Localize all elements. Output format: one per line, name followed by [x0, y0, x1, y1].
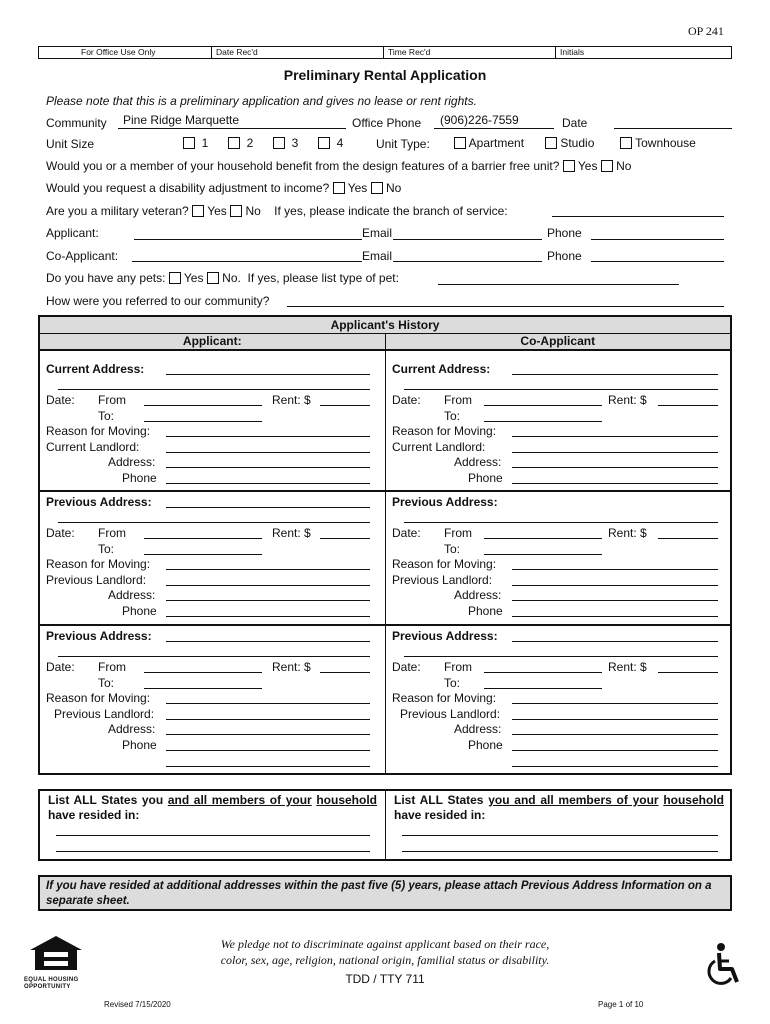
date-label: Date: [392, 526, 421, 540]
reason-label: Reason for Moving: [46, 557, 151, 571]
to-field[interactable] [484, 421, 602, 422]
landlord-address-label: Address: [108, 455, 156, 469]
landlord-address-label: Address: [454, 588, 502, 602]
apartment-label: Apartment [468, 136, 525, 150]
previous-address-label: Previous Address: [46, 629, 152, 643]
landlord-field[interactable] [166, 452, 370, 453]
landlord-phone-field[interactable] [512, 616, 718, 617]
disability-no-checkbox[interactable] [371, 182, 383, 194]
current-address-label: Current Address: [392, 362, 491, 376]
reason-label: Reason for Moving: [392, 557, 497, 571]
checkbox[interactable] [273, 137, 285, 149]
landlord-phone-field-2[interactable] [166, 766, 370, 767]
date-recd-field[interactable]: Date Rec'd [212, 47, 384, 58]
landlord-phone-label: Phone [122, 604, 157, 618]
veteran-branch-question: If yes, please indicate the branch of service: [274, 204, 508, 218]
to-field[interactable] [144, 554, 262, 555]
landlord-address-label: Address: [454, 455, 502, 469]
landlord-address-field[interactable] [512, 467, 718, 468]
additional-addresses-note: If you have resided at additional addresses within the past five (5) years, please attach Previous Address Information on a separate sheet. [38, 875, 732, 911]
veteran-branch-field[interactable] [552, 216, 724, 217]
landlord-address-label: Address: [108, 722, 156, 736]
from-label: From [98, 526, 126, 540]
office-phone-label: Office Phone [352, 116, 422, 130]
landlord-phone-label: Phone [468, 471, 503, 485]
pets-row [46, 271, 399, 285]
coapplicant-label: Co-Applicant: [46, 249, 119, 263]
to-label: To: [444, 676, 461, 690]
pets-no-checkbox[interactable] [207, 272, 219, 284]
pets-question: Do you have any pets: [46, 271, 166, 285]
checkbox[interactable] [228, 137, 240, 149]
address-field-2[interactable] [404, 389, 718, 390]
unit-size-1-label: 1 [201, 136, 209, 150]
coapplicant-states-box [386, 791, 732, 859]
from-label: From [444, 660, 472, 674]
applicant-phone-field[interactable] [591, 239, 724, 240]
office-use-label: For Office Use Only [39, 47, 212, 58]
coapplicant-name-field[interactable] [132, 261, 362, 262]
row-divider [40, 624, 730, 626]
to-field[interactable] [144, 688, 262, 689]
townhouse-label: Townhouse [635, 136, 696, 150]
landlord-address-field[interactable] [512, 734, 718, 735]
rent-label: Rent: $ [608, 393, 647, 407]
landlord-phone-field[interactable] [166, 616, 370, 617]
tdd-tty: TDD / TTY 711 [345, 972, 425, 986]
applicant-states-field[interactable] [56, 835, 370, 836]
yes-label: Yes [207, 204, 227, 218]
reason-label: Reason for Moving: [46, 424, 151, 438]
referred-question: How were you referred to our community? [46, 294, 270, 308]
unit-type-label: Unit Type: [376, 137, 430, 151]
reason-field[interactable] [512, 436, 718, 437]
to-label: To: [444, 409, 461, 423]
unit-size-3[interactable] [273, 136, 298, 150]
yes-label: Yes [577, 159, 598, 173]
date-label: Date: [46, 393, 75, 407]
landlord-phone-field[interactable] [166, 750, 370, 751]
rent-label: Rent: $ [608, 660, 647, 674]
from-label: From [98, 660, 126, 674]
applicant-email-label: Email [362, 226, 393, 240]
referred-field[interactable] [287, 306, 724, 307]
landlord-address-label: Address: [454, 722, 502, 736]
address-field[interactable] [166, 641, 370, 642]
office-phone-line [434, 128, 554, 129]
states-resided-section [38, 789, 732, 861]
coapplicant-email-label: Email [362, 249, 393, 263]
disability-yes-checkbox[interactable] [333, 182, 345, 194]
community-label: Community [46, 116, 107, 130]
landlord-label: Previous Landlord: [400, 707, 501, 721]
disclaimer: Please note that this is a preliminary application and gives no lease or rent rights. [46, 94, 477, 108]
history-columns [40, 334, 730, 351]
from-label: From [444, 393, 472, 407]
no-label: No [386, 181, 402, 195]
form-code: OP 241 [688, 24, 724, 38]
to-label: To: [98, 409, 115, 423]
landlord-phone-field[interactable] [512, 750, 718, 751]
date-label: Date: [392, 660, 421, 674]
from-field[interactable] [484, 405, 602, 406]
page-number: Page 1 of 10 [598, 1000, 644, 1009]
landlord-address-field[interactable] [512, 600, 718, 601]
veteran-no-checkbox[interactable] [230, 205, 242, 217]
previous-address-label: Previous Address: [46, 495, 152, 509]
date-label: Date: [46, 526, 75, 540]
pets-type-question: If yes, please list type of pet: [247, 271, 399, 285]
to-label: To: [444, 542, 461, 556]
from-field[interactable] [484, 538, 602, 539]
landlord-field[interactable] [512, 452, 718, 453]
states-text: List ALL States you [48, 793, 164, 807]
checkbox[interactable] [620, 137, 632, 149]
current-address-label: Current Address: [46, 362, 145, 376]
rent-label: Rent: $ [608, 526, 647, 540]
no-label: No [616, 159, 632, 173]
unit-type-studio[interactable] [545, 136, 594, 150]
landlord-field[interactable] [512, 719, 718, 720]
previous-address-label: Previous Address: [392, 629, 498, 643]
reason-field[interactable] [166, 569, 370, 570]
address-field[interactable] [404, 522, 718, 523]
from-label: From [444, 526, 472, 540]
date-label: Date: [46, 660, 75, 674]
unit-size-4-label: 4 [336, 136, 344, 150]
community-value[interactable]: Pine Ridge Marquette [123, 113, 240, 127]
date-field[interactable] [614, 128, 732, 129]
landlord-phone-label: Phone [468, 604, 503, 618]
checkbox[interactable] [454, 137, 466, 149]
from-label: From [98, 393, 126, 407]
non-discrimination-pledge [0, 936, 770, 968]
barrier-free-row [46, 159, 631, 173]
landlord-address-field[interactable] [166, 734, 370, 735]
landlord-field[interactable] [512, 585, 718, 586]
landlord-address-label: Address: [108, 588, 156, 602]
applicant-name-field[interactable] [134, 239, 362, 240]
landlord-label: Previous Landlord: [54, 707, 155, 721]
coapplicant-phone-label: Phone [547, 249, 582, 263]
reason-field[interactable] [166, 436, 370, 437]
revised-date: Revised 7/15/2020 [104, 1000, 171, 1009]
unit-type-apartment[interactable] [454, 136, 524, 150]
coapplicant-email-field[interactable] [393, 261, 542, 262]
landlord-phone-label: Phone [122, 471, 157, 485]
applicant-email-field[interactable] [393, 239, 542, 240]
unit-size-1[interactable] [183, 136, 208, 150]
barrier-free-no-checkbox[interactable] [601, 160, 613, 172]
states-text-end: have resided in: [394, 808, 486, 822]
applicant-states-box [40, 791, 386, 859]
office-phone-value[interactable]: (906)226-7559 [440, 113, 519, 127]
pets-type-field[interactable] [438, 284, 679, 285]
states-text-end: have resided in: [48, 808, 140, 822]
page-title: Preliminary Rental Application [283, 67, 487, 83]
barrier-free-question: Would you or a member of your household benefit from the design features of a barrier free unit? [46, 159, 560, 173]
reason-label: Reason for Moving: [392, 424, 497, 438]
eho-text-2: OPPORTUNITY [24, 984, 71, 990]
reason-field[interactable] [166, 703, 370, 704]
address-field[interactable] [166, 507, 370, 508]
reason-field[interactable] [512, 703, 718, 704]
barrier-free-yes-checkbox[interactable] [563, 160, 575, 172]
unit-size-3-label: 3 [291, 136, 299, 150]
pledge-line-1: We pledge not to discriminate against applicant based on their race, [220, 937, 550, 951]
to-label: To: [98, 676, 115, 690]
reason-field[interactable] [512, 569, 718, 570]
veteran-yes-checkbox[interactable] [192, 205, 204, 217]
office-use-table [38, 46, 732, 59]
address-field-2[interactable] [58, 656, 370, 657]
pets-yes-checkbox[interactable] [169, 272, 181, 284]
applicant-phone-label: Phone [547, 226, 582, 240]
checkbox[interactable] [183, 137, 195, 149]
rent-field[interactable] [320, 672, 370, 673]
landlord-address-field[interactable] [166, 467, 370, 468]
landlord-phone-label: Phone [122, 738, 157, 752]
from-field[interactable] [144, 405, 262, 406]
landlord-label: Current Landlord: [46, 440, 140, 454]
states-text: List ALL States [394, 793, 484, 807]
to-field[interactable] [144, 421, 262, 422]
date-label: Date: [392, 393, 421, 407]
checkbox[interactable] [318, 137, 330, 149]
rent-field[interactable] [658, 672, 718, 673]
unit-size-label: Unit Size [46, 137, 95, 151]
reason-label: Reason for Moving: [46, 691, 151, 705]
row-divider [40, 490, 730, 492]
disability-question: Would you request a disability adjustment to income? [46, 181, 330, 195]
landlord-phone-label: Phone [468, 738, 503, 752]
address-field[interactable] [512, 641, 718, 642]
landlord-field[interactable] [166, 719, 370, 720]
history-title: Applicant's History [40, 317, 730, 334]
disability-row [46, 181, 401, 195]
applicant-column-header: Applicant: [40, 334, 386, 349]
rent-label: Rent: $ [272, 526, 311, 540]
states-text-underlined: you and all members of your [488, 793, 659, 807]
veteran-question: Are you a military veteran? [46, 204, 189, 218]
landlord-phone-field[interactable] [512, 483, 718, 484]
from-field[interactable] [144, 538, 262, 539]
date-label: Date [562, 116, 588, 130]
from-field[interactable] [144, 672, 262, 673]
applicant-label: Applicant: [46, 226, 99, 240]
to-field[interactable] [484, 688, 602, 689]
rent-label: Rent: $ [272, 660, 311, 674]
rent-field[interactable] [658, 405, 718, 406]
landlord-label: Previous Landlord: [46, 573, 147, 587]
to-field[interactable] [484, 554, 602, 555]
unit-size-4[interactable] [318, 136, 343, 150]
studio-label: Studio [560, 136, 595, 150]
wheelchair-icon [704, 942, 744, 988]
landlord-label: Previous Landlord: [392, 573, 493, 587]
no-label: No [245, 204, 261, 218]
reason-label: Reason for Moving: [392, 691, 497, 705]
applicant-history-section [38, 315, 732, 775]
landlord-address-field[interactable] [166, 600, 370, 601]
applicant-states-field-2[interactable] [56, 851, 370, 852]
rent-field[interactable] [320, 405, 370, 406]
pledge-line-2: color, sex, age, religion, national origin, familial status or disability. [220, 953, 550, 967]
coapplicant-phone-field[interactable] [591, 261, 724, 262]
yes-label: Yes [183, 271, 204, 285]
address-field-2[interactable] [404, 656, 718, 657]
rent-field[interactable] [320, 538, 370, 539]
address-field-2[interactable] [58, 522, 370, 523]
rent-field[interactable] [658, 538, 718, 539]
coapplicant-states-field-2[interactable] [402, 851, 718, 852]
previous-address-label: Previous Address: [392, 495, 498, 509]
states-text-underlined: and all members of your [167, 793, 312, 807]
states-household: household [316, 793, 377, 807]
coapplicant-states-field[interactable] [402, 835, 718, 836]
landlord-phone-field[interactable] [166, 483, 370, 484]
landlord-label: Current Landlord: [392, 440, 486, 454]
unit-size-2-label: 2 [246, 136, 254, 150]
address-field[interactable] [166, 374, 370, 375]
landlord-phone-field-2[interactable] [512, 766, 718, 767]
yes-label: Yes [347, 181, 368, 195]
from-field[interactable] [484, 672, 602, 673]
column-divider [385, 351, 386, 775]
checkbox[interactable] [545, 137, 557, 149]
address-field[interactable] [512, 374, 718, 375]
address-field-2[interactable] [58, 389, 370, 390]
unit-type-townhouse[interactable] [620, 136, 696, 150]
coapplicant-column-header: Co-Applicant [520, 334, 596, 348]
eho-text-1: EQUAL HOUSING [24, 977, 79, 983]
rent-label: Rent: $ [272, 393, 311, 407]
to-label: To: [98, 542, 115, 556]
initials-field[interactable]: Initials [560, 47, 585, 57]
veteran-row [46, 204, 508, 218]
landlord-field[interactable] [166, 585, 370, 586]
community-line [118, 128, 346, 129]
no-label: No. [222, 271, 241, 285]
states-household: household [663, 793, 724, 807]
unit-size-2[interactable] [228, 136, 253, 150]
time-recd-field[interactable]: Time Rec'd [384, 47, 556, 58]
